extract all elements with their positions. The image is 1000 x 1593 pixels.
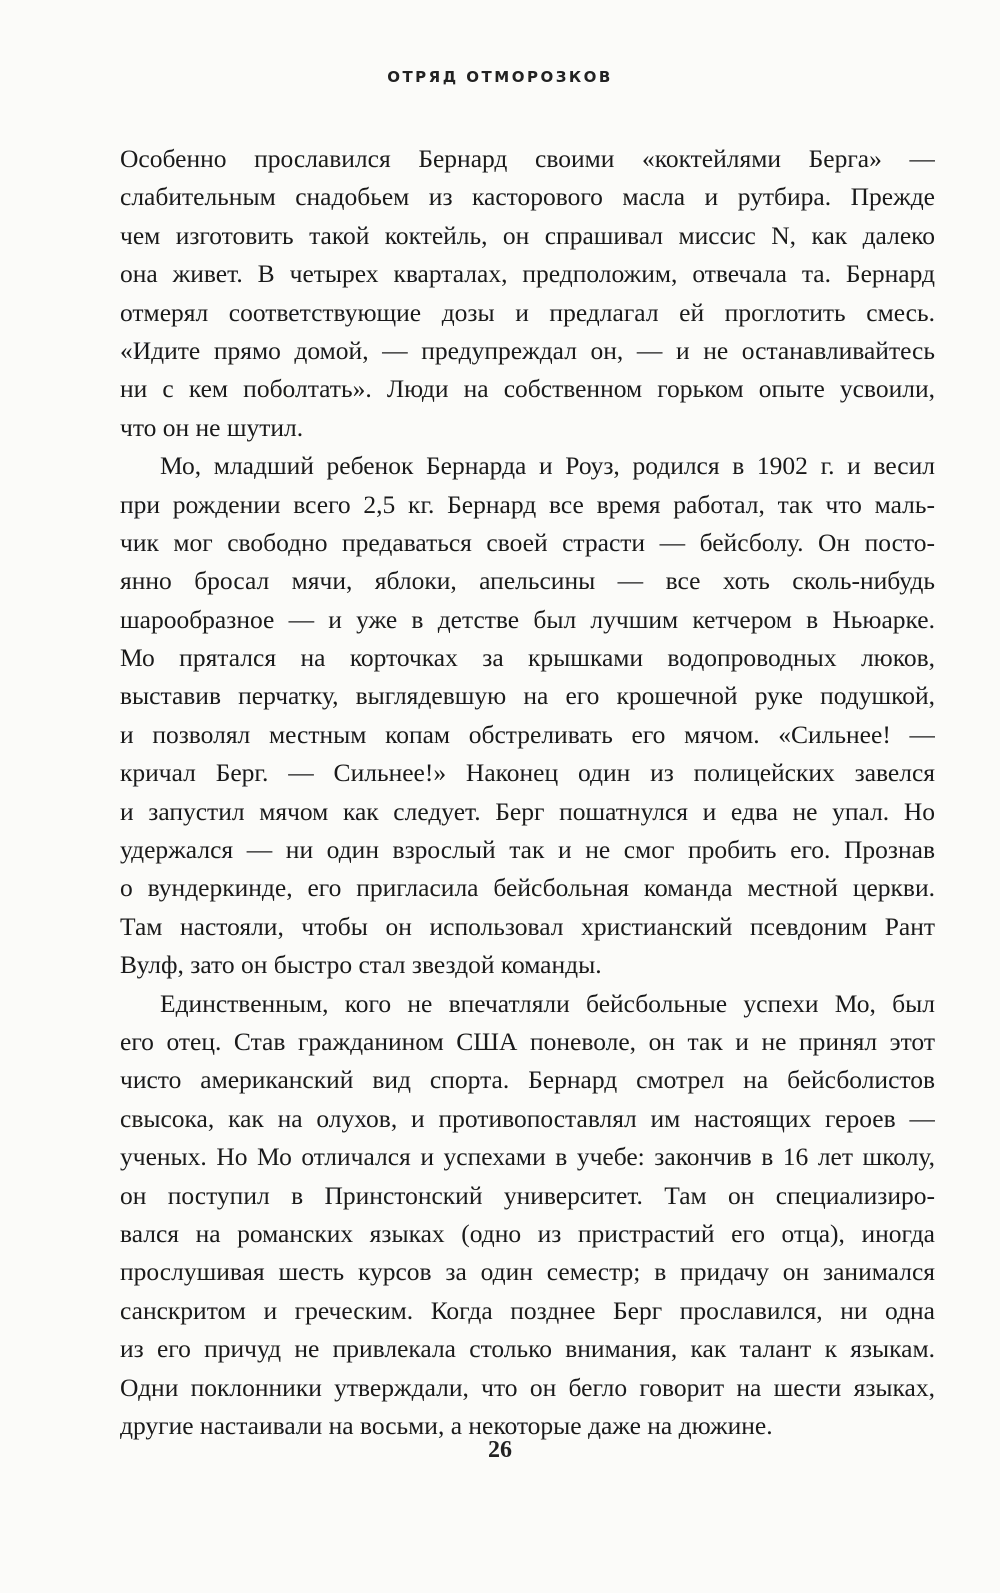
text-line: Особенно прославился Бернард своими «коктейлями Берга» — (120, 144, 935, 173)
text-line: ученых. Но Мо отличался и успехами в учебе: закончив в 16 лет школу, (120, 1142, 935, 1172)
text-line: слабительным снадобьем из касторового масла и рутбира. Прежде (120, 182, 935, 212)
text-line: кричал Берг. — Сильнее!» Наконец один из полицейских завелся (120, 758, 935, 788)
text-line: шарообразное — и уже в детстве был лучшим кетчером в Ньюарке. (120, 604, 935, 634)
paragraph (120, 985, 935, 1446)
body-text (120, 140, 935, 1445)
text-line: отмерял соответствующие дозы и предлагал ей проглотить смесь. (120, 297, 935, 327)
text-line: чик мог свободно предаваться своей страсти — бейсболу. Он посто- (120, 527, 935, 557)
text-line: его отец. Став гражданином США поневоле, он так и не принял этот (120, 1026, 935, 1056)
text-line: ни с кем поболтать». Люди на собственном горьком опыте усвоили, (120, 374, 935, 404)
text-line: свысока, как на олухов, и противопоставлял им настоящих героев — (120, 1103, 935, 1133)
text-line: при рождении всего 2,5 кг. Бернард все время работал, так что маль- (120, 489, 935, 519)
text-line: он поступил в Принстонский университет. Там он специализиро- (120, 1180, 935, 1210)
text-line: что он не шутил. (120, 412, 304, 442)
text-line: Единственным, кого не впечатляли бейсбольные успехи Мо, был (160, 988, 935, 1018)
text-line: Мо прятался на корточках за крышками водопроводных люков, (120, 643, 935, 673)
text-line: санскритом и греческим. Когда позднее Берг прославился, ни одна (120, 1295, 935, 1325)
text-line: и запустил мячом как следует. Берг пошатнулся и едва не упал. Но (120, 796, 935, 826)
text-line: и позволял местным копам обстреливать его мячом. «Сильнее! — (120, 719, 935, 749)
text-line: вался на романских языках (одно из пристрастий его отца), иногда (120, 1218, 935, 1248)
text-line: прослушивая шесть курсов за один семестр; в придачу он занимался (120, 1257, 935, 1287)
paragraph (120, 447, 935, 984)
paragraph (120, 140, 935, 447)
text-line: чем изготовить такой коктейль, он спрашивал миссис N, как далеко (120, 220, 935, 250)
text-line: Мо, младший ребенок Бернарда и Роуз, родился в 1902 г. и весил (160, 451, 935, 481)
text-line: чисто американский вид спорта. Бернард смотрел на бейсболистов (120, 1065, 935, 1095)
text-line: Там настояли, чтобы он использовал христианский псевдоним Рант (120, 911, 935, 941)
text-line: выставив перчатку, выглядевшую на его крошечной руке подушкой, (120, 681, 935, 711)
running-title: ОТРЯД ОТМОРОЗКОВ (387, 68, 613, 86)
text-line: о вундеркинде, его пригласила бейсбольная команда местной церкви. (120, 873, 935, 903)
text-line: другие настаивали на восьми, а некоторые даже на дюжине. (120, 1410, 773, 1440)
text-line: «Идите прямо домой, — предупреждал он, — и не останавливайтесь (120, 335, 935, 365)
page-number: 26 (488, 1437, 512, 1463)
text-line: янно бросал мячи, яблоки, апельсины — все хоть сколь-нибудь (120, 566, 935, 596)
text-line: она живет. В четырех кварталах, предположим, отвечала та. Бернард (120, 259, 935, 289)
text-line: Одни поклонники утверждали, что он бегло говорит на шести языках, (120, 1372, 935, 1402)
text-line: удержался — ни один взрослый так и не смог пробить его. Прознав (120, 835, 935, 865)
text-line: из его причуд не привлекала столько внимания, как талант к языкам. (120, 1334, 935, 1364)
text-line: Вулф, зато он быстро стал звездой команды. (120, 950, 602, 980)
